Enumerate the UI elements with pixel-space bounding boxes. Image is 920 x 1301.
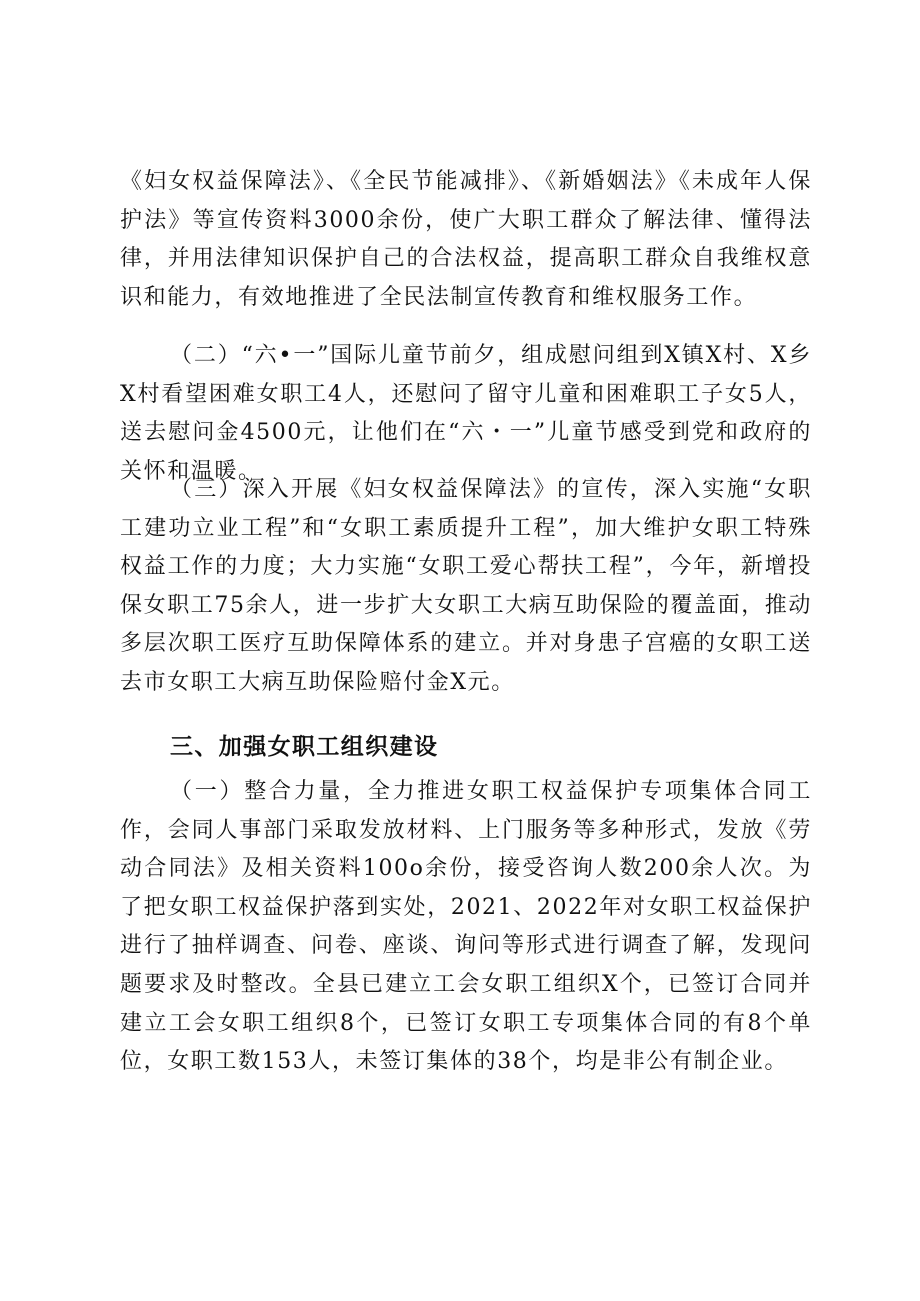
- paragraph-womens-rights: （三）深入开展《妇女权益保障法》的宣传，深入实施“女职工建功立业工程”和“女职工素质提升工程”，加大维护女职工特殊权益工作的力度；大力实施“女职工爱心帮扶工程”，今年，新增投保女职工75余人，进一步扩大女职工大病互助保险的覆盖面，推动多层次职工医疗互助保障体系的建立。并对身患子宫癌的女职工送去市女职工大病互助保险赔付金X元。: [120, 477, 812, 695]
- section-heading-organization: 三、加强女职工组织建设: [170, 734, 439, 760]
- paragraph-childrens-day: （二）“六•一”国际儿童节前夕，组成慰问组到X镇X村、X乡X村看望困难女职工4人，还慰问了留守儿童和困难职工子女5人，送去慰问金4500元，让他们在“六・一”儿童节感受到党和政府的关怀和温暖。: [120, 343, 812, 484]
- paragraph-law-publicity: 《妇女权益保障法》、《全民节能减排》、《新婚姻法》《未成年人保护法》等宣传资料3000余份，使广大职工群众了解法律、懂得法律，并用法律知识保护自己的合法权益，提高职工群众自我维权意识和能力，有效地推进了全民法制宣传教育和维权服务工作。: [120, 169, 812, 310]
- paragraph-collective-contract: （一）整合力量，全力推进女职工权益保护专项集体合同工作，会同人事部门采取发放材料、上门服务等多种形式，发放《劳动合同法》及相关资料100o余份，接受咨询人数200余人次。为了把女职工权益保护落到实处，2021、2022年对女职工权益保护进行了抽样调查、问卷、座谈、询问等形式进行调查了解，发现问题要求及时整改。全县已建立工会女职工组织X个，已签订合同并建立工会女职工组织8个，已签订女职工专项集体合同的有8个单位，女职工数153人，未签订集体的38个，均是非公有制企业。: [120, 779, 812, 1075]
